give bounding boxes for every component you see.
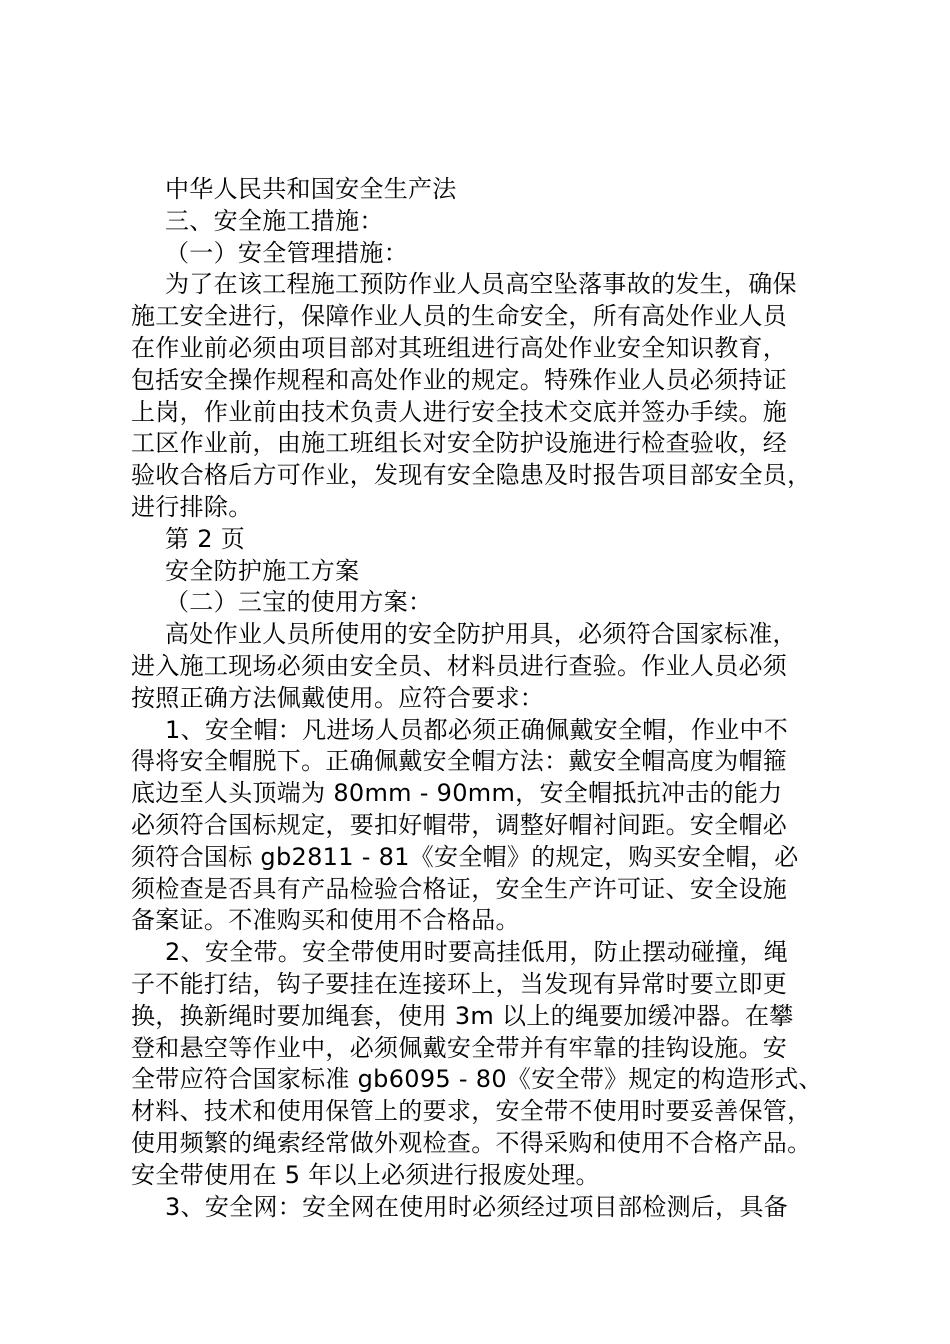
text-line: 换，换新绳时要加绳套，使用 3m 以上的绳要加缓冲器。在攀 — [131, 1001, 794, 1030]
text-line: 子不能打结，钩子要挂在连接环上，当发现有异常时要立即更 — [131, 969, 788, 998]
text-line: 施工安全进行，保障作业人员的生命安全，所有高处作业人员 — [131, 302, 788, 331]
text-line: 材料、技术和使用保管上的要求，安全带不使用时要妥善保管， — [131, 1097, 812, 1126]
text-line: 上岗，作业前由技术负责人进行安全技术交底并签办手续。施 — [131, 397, 788, 426]
page-number: 第 2 页 — [165, 524, 246, 553]
text-line: 底边至人头顶端为 80mm - 90mm，安全帽抵抗冲击的能力 — [131, 779, 783, 808]
text-line: 须检查是否具有产品检验合格证，安全生产许可证、安全设施 — [131, 874, 788, 903]
text-line: 为了在该工程施工预防作业人员高空坠落事故的发生，确保 — [165, 270, 797, 299]
text-line: 包括安全操作规程和高处作业的规定。特殊作业人员必须持证 — [131, 365, 788, 394]
text-line: 得将安全帽脱下。正确佩戴安全帽方法：戴安全帽高度为帽箍 — [131, 747, 788, 776]
text-line: 1、安全帽：凡进场人员都必须正确佩戴安全帽，作业中不 — [165, 715, 789, 744]
text-line: 进入施工现场必须由安全员、材料员进行查验。作业人员必须 — [131, 651, 788, 680]
text-line: 工区作业前，由施工班组长对安全防护设施进行检查验收，经 — [131, 429, 788, 458]
text-line: 3、安全网：安全网在使用时必须经过项目部检测后，具备 — [165, 1192, 789, 1221]
text-line: 全带应符合国家标准 gb6095 - 80《安全带》规定的构造形式、 — [131, 1065, 823, 1094]
text-line: 须符合国标 gb2811 - 81《安全帽》的规定，购买安全帽，必 — [131, 842, 799, 871]
text-line: 必须符合国标规定，要扣好帽带，调整好帽衬间距。安全帽必 — [131, 810, 788, 839]
heading-section-three: 三、安全施工措施： — [165, 206, 384, 235]
text-line: 在作业前必须由项目部对其班组进行高处作业安全知识教育， — [131, 333, 788, 362]
heading-law-title: 中华人民共和国安全生产法 — [165, 175, 457, 203]
running-header: 安全防护施工方案 — [165, 556, 360, 585]
heading-subsection-one: （一）安全管理措施： — [165, 238, 408, 267]
document-body — [131, 174, 846, 1223]
text-line: 使用频繁的绳索经常做外观检查。不得采购和使用不合格产品。 — [131, 1128, 812, 1157]
heading-subsection-two: （二）三宝的使用方案： — [165, 588, 433, 617]
text-line: 高处作业人员所使用的安全防护用具，必须符合国家标准， — [165, 620, 797, 649]
text-line: 备案证。不准购买和使用不合格品。 — [131, 906, 520, 935]
text-line: 登和悬空等作业中，必须佩戴安全带并有牢靠的挂钩设施。安 — [131, 1033, 788, 1062]
text-line: 按照正确方法佩戴使用。应符合要求： — [131, 683, 545, 712]
text-line: 安全带使用在 5 年以上必须进行报废处理。 — [131, 1160, 600, 1189]
text-line: 验收合格后方可作业，发现有安全隐患及时报告项目部安全员， — [131, 461, 812, 490]
text-line: 进行排除。 — [131, 492, 253, 521]
text-line: 2、安全带。安全带使用时要高挂低用，防止摆动碰撞，绳 — [165, 938, 789, 967]
